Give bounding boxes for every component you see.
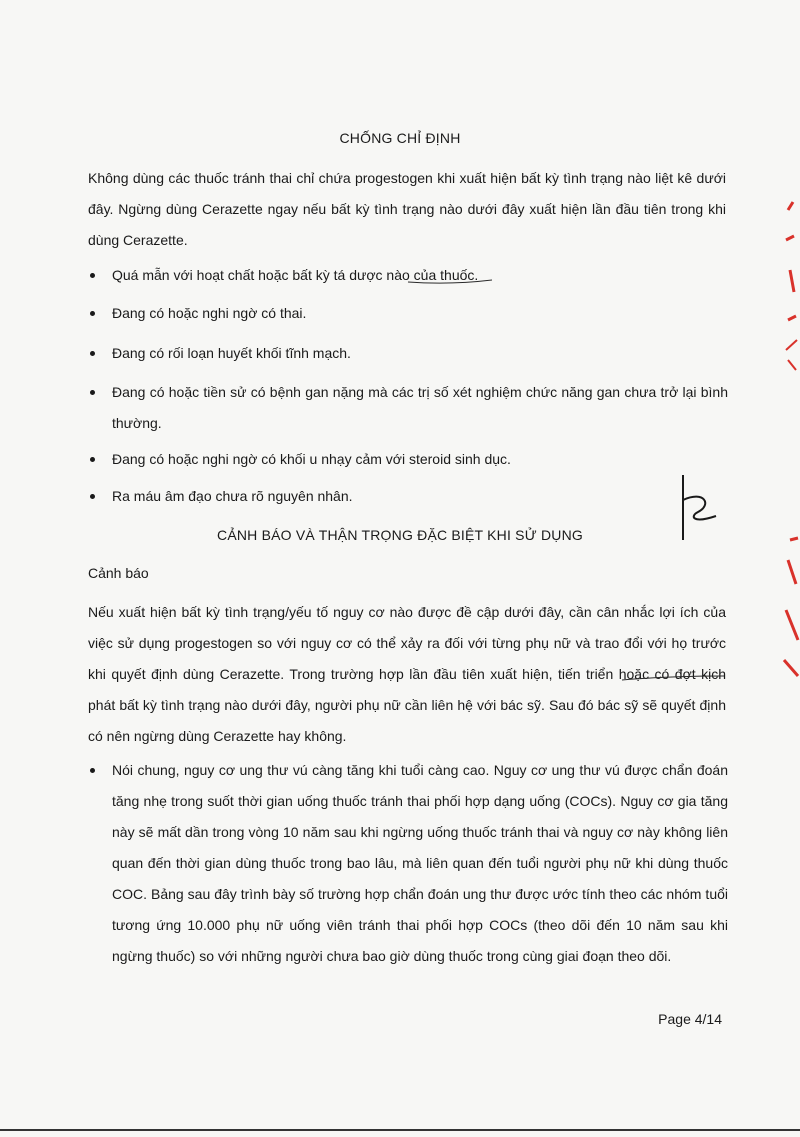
red-stamp-top-icon [786,202,796,320]
red-stamp-mid-icon [786,340,797,370]
list-item: Đang có hoặc nghi ngờ có khối u nhạy cảm với steroid sinh dục. [112,451,511,467]
warnings-title: CẢNH BÁO VÀ THẬN TRỌNG ĐẶC BIỆT KHI SỬ DỤNG [217,527,583,543]
page-number: Page 4/14 [658,1011,722,1027]
list-item: Nói chung, nguy cơ ung thư vú càng tăng khi tuổi càng cao. Nguy cơ ung thư vú được chẩn đoán tăng nhẹ trong suốt thời gian uống thuốc tránh thai phối hợp dạng uống (COCs). Nguy cơ gia tăng này sẽ mất dần trong vòng 10 năm sau khi ngừng uống thuốc tránh thai và nguy cơ này không liên quan đến thời gian dùng thuốc trong bao lâu, mà liên quan đến tuổi người phụ nữ khi dùng thuốc COC. Bảng sau đây trình bày số trường hợp chẩn đoán ung thư được ước tính theo các nhóm tuổi tương ứng 10.000 phụ nữ uống viên tránh thai phối hợp COCs (theo dõi đến 10 năm sau khi ngừng thuốc) so với những người chưa bao giờ dùng thuốc trong cùng giai đoạn theo dõi. [112,762,728,964]
warnings-subhead: Cảnh báo [88,565,149,581]
warnings-intro: Nếu xuất hiện bất kỳ tình trạng/yếu tố nguy cơ nào được đề cập dưới đây, cần cân nhắc lợi ích của việc sử dụng progestogen so với nguy cơ có thể xảy ra đối với từng phụ nữ và trao đổi với họ trước khi quyết định dùng Cerazette. Trong trường hợp lần đầu tiên xuất hiện, tiến triển hoặc có đợt kịch phát bất kỳ tình trạng nào dưới đây, người phụ nữ cần liên hệ với bác sỹ. Sau đó bác sỹ sẽ quyết định có nên ngừng dùng Cerazette hay không. [88,604,726,744]
signature-initial-icon [683,475,716,540]
list-item: Đang có hoặc nghi ngờ có thai. [112,305,307,321]
list-item: Đang có hoặc tiền sử có bệnh gan nặng mà các trị số xét nghiệm chức năng gan chưa trở lại bình thường. [112,384,728,431]
strike-mark [622,676,724,680]
list-item: Ra máu âm đạo chưa rõ nguyên nhân. [112,488,353,504]
contraindications-title: CHỐNG CHỈ ĐỊNH [339,130,461,146]
contraindications-intro: Không dùng các thuốc tránh thai chỉ chứa progestogen khi xuất hiện bất kỳ tình trạng nào liệt kê dưới đây. Ngừng dùng Cerazette ngay nếu bất kỳ tình trạng nào dưới đây xuất hiện lần đầu tiên trong khi dùng Cerazette. [88,170,726,248]
list-item: Quá mẫn với hoạt chất hoặc bất kỳ tá dược nào của thuốc. [112,267,479,283]
underline-mark [408,280,492,283]
list-item: Đang có rối loạn huyết khối tĩnh mạch. [112,345,351,361]
red-stamp-bottom-icon [784,538,798,676]
bottom-scan-edge [0,1129,800,1131]
